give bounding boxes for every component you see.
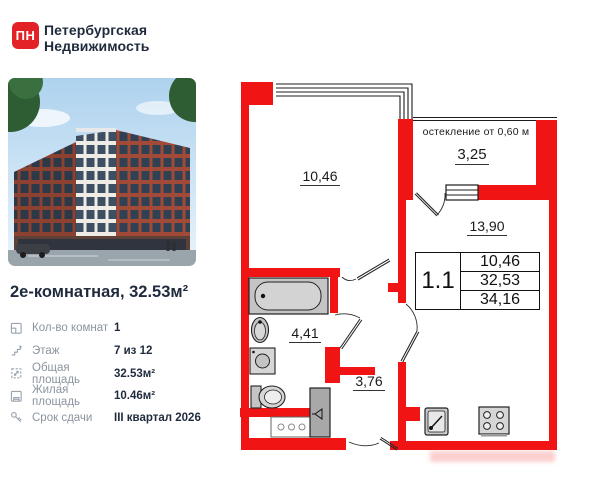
unit-living-area: 10,46 [461,253,539,272]
building-photo [8,78,196,266]
glazing-note: остекление от 0,60 м [422,126,530,138]
detail-label: Жилая площадь [32,384,81,409]
detail-row [10,339,215,361]
kitchen-sink [425,408,448,435]
kitchen-living-area-label: 13,90 [469,218,505,234]
window-glazing [276,84,557,121]
brand-line1: Петербургская [44,22,148,38]
details-list [10,317,215,429]
logo-badge: ПН [12,22,39,49]
watermark [430,451,555,462]
unit-total-with-balcony: 34,16 [479,291,521,308]
detail-row [10,384,215,409]
detail-label: Кол-во комнат [32,322,109,335]
listing-title: 2е-комнатная, 32.53м² [10,283,189,301]
key-icon [10,411,23,424]
unit-total-area: 32,53 [461,272,539,291]
bathroom-area-label: 4,41 [291,325,319,341]
bathtub [249,278,328,314]
detail-label: Срок сдачи [32,411,93,424]
brand-name [44,23,150,54]
building-illustration [8,78,196,266]
floor-icon [10,344,23,357]
balcony-area-label: 3,25 [457,146,487,163]
detail-row [10,407,215,429]
niche-counter [271,417,312,437]
detail-label: Общая площадь [32,361,81,386]
detail-row [10,362,215,384]
living-area-icon [10,390,23,403]
floorplan [225,72,570,467]
detail-row [10,317,215,339]
detail-value: 1 [114,322,121,335]
balcony-door-glazing [446,185,478,200]
unit-number: 1.1 [416,253,461,309]
bedroom-area-label: 10,46 [302,168,338,184]
washing-machine [250,348,275,374]
total-area-icon [10,367,23,380]
stove [479,407,509,437]
detail-label: Этаж [32,344,60,357]
toilet [251,386,285,408]
unit-info-table [415,252,540,310]
brand-line2: Недвижимость [44,37,150,54]
rooms-icon [10,322,23,335]
detail-value: 32.53м² [114,367,156,380]
detail-value: III квартал 2026 [114,411,201,424]
detail-value: 10.46м² [114,390,156,403]
cabinet [310,388,330,437]
hallway-area-label: 3,76 [355,373,383,389]
detail-value: 7 из 12 [114,344,153,357]
